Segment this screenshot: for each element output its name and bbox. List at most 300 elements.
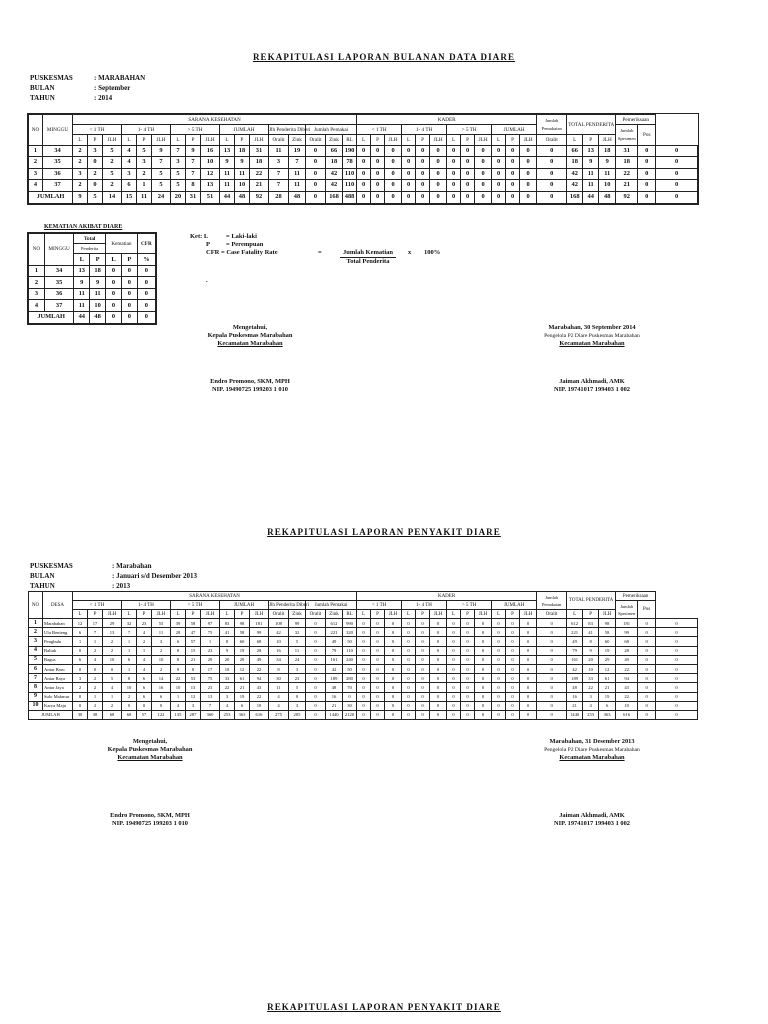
subhdr-l: L <box>122 135 137 145</box>
sign-name: Jaiman Akhmadi, AMK <box>559 812 625 819</box>
table-cell: 42 <box>567 180 583 192</box>
table-cell: 9 <box>235 157 250 169</box>
table-row <box>29 683 698 692</box>
table-cell: 11 <box>289 646 306 655</box>
info-value: : September <box>94 84 131 92</box>
table-cell: 0 <box>506 655 520 664</box>
table-cell: 68 <box>616 637 638 646</box>
table-cell: 0 <box>447 637 461 646</box>
table-cell: 24 <box>289 655 306 664</box>
table-cell: 0 <box>306 692 326 701</box>
table-cell: 0 <box>537 619 567 628</box>
table-cell: 2 <box>73 145 88 157</box>
hdr-jumlah-pemakai: Jumlah Pemakai <box>306 601 357 610</box>
subhdr-zink: Zink <box>326 135 343 145</box>
table-cell: 94 <box>250 674 269 683</box>
table-cell: 0 <box>402 145 416 157</box>
table-cell: 1 <box>88 692 103 701</box>
table-cell: 0 <box>371 637 385 646</box>
table-cell: 79 <box>326 646 343 655</box>
table-cell: 3 <box>29 637 43 646</box>
table-cell: 0 <box>371 655 385 664</box>
table-cell: 0 <box>416 674 430 683</box>
total-cell: 44 <box>220 191 235 203</box>
table-cell: 0 <box>306 655 326 664</box>
table-cell: 23 <box>289 674 306 683</box>
table-cell: 0 <box>638 664 656 673</box>
table-cell: 0 <box>447 692 461 701</box>
table-cell: 28 <box>171 628 186 637</box>
hdr-total-penderita: TOTAL PENDERITA <box>567 592 616 610</box>
info-value: : 2013 <box>112 582 131 590</box>
table-cell: 0 <box>306 701 326 710</box>
hdr-pct: % <box>137 254 155 266</box>
table-cell: 11 <box>74 288 90 300</box>
total-cell: 0 <box>638 191 656 203</box>
table-cell: 1 <box>29 265 45 277</box>
sign-kecamatan: Kecamatan Marabahan <box>559 340 625 347</box>
table-cell: 4 <box>122 145 137 157</box>
table-cell: 0 <box>461 628 475 637</box>
table-cell: 0 <box>306 168 326 180</box>
subhdr-l: L <box>447 135 461 145</box>
table-cell: 0 <box>461 180 475 192</box>
table-cell: 0 <box>430 692 447 701</box>
table-cell: 2 <box>88 168 103 180</box>
table-cell: 0 <box>357 628 371 637</box>
table-cell: 0 <box>137 288 155 300</box>
table-cell: 8 <box>186 664 201 673</box>
table-cell: 14 <box>152 674 171 683</box>
table-cell: 8 <box>171 646 186 655</box>
hdr-kader-1-4: 1- 4 TH <box>402 125 447 135</box>
table-cell: 0 <box>416 646 430 655</box>
table-cell: 8 <box>186 180 201 192</box>
subhdr-p: P <box>583 135 599 145</box>
total-cell: 0 <box>506 710 520 719</box>
table-cell: 16 <box>567 692 583 701</box>
table-cell: 22 <box>250 692 269 701</box>
hdr-p: P <box>121 254 137 266</box>
table-cell: 0 <box>88 664 103 673</box>
table-cell: 8 <box>122 674 137 683</box>
hdr-pemeriksaan: Pemeriksaan <box>616 592 656 601</box>
sign-mengetahui: Mengetahui, <box>232 324 268 331</box>
sign-kepala: Kepala Puskesmas Marabahan <box>207 332 293 339</box>
total-cell: 0 <box>402 191 416 203</box>
total-cell: 24 <box>152 191 171 203</box>
total-label: JUMLAH <box>29 710 73 719</box>
hdr-kader-gt5: > 5 TH <box>447 125 492 135</box>
sign-kecamatan: Kecamatan Marabahan <box>559 754 625 761</box>
table-cell: 42 <box>326 168 343 180</box>
table-cell: 0 <box>461 157 475 169</box>
table-cell: 4 <box>583 701 599 710</box>
total-cell: 205 <box>289 710 306 719</box>
table-cell: 0 <box>416 701 430 710</box>
table-cell: 0 <box>461 637 475 646</box>
table-cell: 6 <box>152 692 171 701</box>
table-cell: 0 <box>385 664 402 673</box>
table-cell: 3 <box>186 701 201 710</box>
subhdr-p: P <box>88 610 103 619</box>
total-cell: 1440 <box>567 710 583 719</box>
table-cell: 0 <box>106 265 122 277</box>
table-cell: 0 <box>537 664 567 673</box>
hdr-pos: Pos <box>638 601 656 619</box>
table-cell: 0 <box>122 701 137 710</box>
table-cell: 0 <box>475 692 492 701</box>
total-row <box>29 311 156 323</box>
total-cell: 0 <box>447 710 461 719</box>
total-cell: 0 <box>656 191 698 203</box>
table-cell: 0 <box>357 674 371 683</box>
sign1-right <box>512 324 672 394</box>
subhdr-l: L <box>171 135 186 145</box>
subhdr-l: L <box>122 610 137 619</box>
table-cell: 2 <box>152 664 171 673</box>
table-cell: 1 <box>201 637 220 646</box>
table-cell: 5 <box>29 655 43 664</box>
table-cell: 0 <box>520 674 537 683</box>
sign-name: Endro Promono, SKM, MPH <box>110 812 190 819</box>
table-cell: 0 <box>385 145 402 157</box>
subhdr-jlh: JLH <box>520 610 537 619</box>
table-cell: 50 <box>343 637 357 646</box>
table-cell: 0 <box>447 628 461 637</box>
table-cell: 0 <box>402 701 416 710</box>
table-cell: 0 <box>402 180 416 192</box>
table-cell: 0 <box>357 692 371 701</box>
table-cell: 34 <box>269 655 289 664</box>
table-cell: 0 <box>343 692 357 701</box>
subhdr-oralit: Oralit <box>269 135 289 145</box>
table-cell: 0 <box>385 637 402 646</box>
table-cell: 18 <box>235 145 250 157</box>
total-cell: 31 <box>186 191 201 203</box>
col-no: NO <box>29 115 43 146</box>
hdr-jumlah-pemakaian: Jumlah Pemakaian <box>537 115 567 135</box>
hdr-kader-jumlah: JUMLAH <box>492 601 537 610</box>
table-cell: 99 <box>250 628 269 637</box>
table-cell: 0 <box>137 265 155 277</box>
table-cell: 0 <box>447 701 461 710</box>
table-cell: 7 <box>269 168 289 180</box>
table-cell: 32 <box>289 628 306 637</box>
report1-title: REKAPITULASI LAPORAN BULANAN DATA DIARE <box>252 52 516 62</box>
table-cell: 0 <box>371 628 385 637</box>
table-cell: 0 <box>385 692 402 701</box>
table-cell: 0 <box>492 683 506 692</box>
table-cell: 0 <box>447 157 461 169</box>
table-cell: 0 <box>492 646 506 655</box>
subhdr-l: L <box>73 610 88 619</box>
table-cell: 0 <box>475 619 492 628</box>
hdr-kader-gt5: > 5 TH <box>447 601 492 610</box>
table-cell: 11 <box>220 168 235 180</box>
subhdr-jlh: JLH <box>152 135 171 145</box>
subhdr-l: L <box>567 610 583 619</box>
table-cell: 10 <box>616 701 638 710</box>
table-cell: 2 <box>137 637 152 646</box>
table-cell: 0 <box>638 646 656 655</box>
table-cell: 11 <box>269 145 289 157</box>
subhdr-jlh: JLH <box>599 135 616 145</box>
table-cell: 2 <box>122 692 137 701</box>
table-cell: 18 <box>90 265 106 277</box>
total-cell: 0 <box>106 311 122 323</box>
table-cell: 1 <box>122 646 137 655</box>
sign-kecamatan: Kecamatan Marabahan <box>217 340 283 347</box>
table-cell: 18 <box>616 157 638 169</box>
table-cell: 49 <box>326 637 343 646</box>
table-cell: 0 <box>638 683 656 692</box>
table-cell: 66 <box>326 145 343 157</box>
report3-title: REKAPITULASI LAPORAN PENYAKIT DIARE <box>267 1002 501 1012</box>
table-cell: 6 <box>599 701 616 710</box>
table-cell: 10 <box>171 683 186 692</box>
hdr-1-4: 1- 4 TH <box>122 125 171 135</box>
table-cell: 0 <box>306 646 326 655</box>
table-cell: 55 <box>152 619 171 628</box>
table-cell: 0 <box>106 300 122 312</box>
sign2-right <box>512 738 672 828</box>
table-cell: 0 <box>402 619 416 628</box>
table-cell: 7 <box>88 628 103 637</box>
table-cell: 0 <box>461 145 475 157</box>
col-minggu: MINGGU <box>43 115 73 146</box>
table-cell: 0 <box>73 692 88 701</box>
subhdr-l: L <box>402 135 416 145</box>
table-cell: 0 <box>430 701 447 710</box>
sign-pengelola: Pengelola P2 Diare Puskesmas Marabahan <box>544 333 640 339</box>
table-cell: 3 <box>269 157 289 169</box>
table-row <box>29 655 698 664</box>
table-cell: 0 <box>638 637 656 646</box>
hdr-sarana: SARANA KESEHATAN <box>73 592 357 601</box>
table-row <box>29 168 698 180</box>
hdr-sarana: SARANA KESEHATAN <box>73 115 357 125</box>
table-cell: 10 <box>201 157 220 169</box>
table-cell: 53 <box>186 674 201 683</box>
col-desa: DESA <box>43 592 73 619</box>
subhdr-jlh: JLH <box>201 610 220 619</box>
info-label: TAHUN <box>30 94 55 102</box>
table-cell: 10 <box>235 180 250 192</box>
table-cell: 5 <box>171 168 186 180</box>
table-cell: 0 <box>537 692 567 701</box>
table-cell: 0 <box>385 619 402 628</box>
table-cell: 0 <box>520 646 537 655</box>
table-cell: 0 <box>492 157 506 169</box>
table-cell: Antar Baru <box>43 664 73 673</box>
table-cell: 3 <box>137 157 152 169</box>
total-cell: 616 <box>616 710 638 719</box>
hdr-l: L <box>106 254 122 266</box>
table-cell: 0 <box>656 674 698 683</box>
total-cell: 0 <box>385 710 402 719</box>
table-cell: 28 <box>616 646 638 655</box>
table-cell: 0 <box>475 646 492 655</box>
table-cell: 68 <box>250 637 269 646</box>
table-cell: 83 <box>220 619 235 628</box>
table-cell: 11 <box>583 168 599 180</box>
total-cell: 0 <box>121 311 137 323</box>
table-cell: 6 <box>137 674 152 683</box>
table-cell: 0 <box>430 168 447 180</box>
total-cell: 48 <box>289 191 306 203</box>
total-cell: 30 <box>73 710 88 719</box>
table-cell: 6 <box>73 655 88 664</box>
table-cell: 0 <box>137 300 155 312</box>
table-cell: 0 <box>520 180 537 192</box>
table-cell: 16 <box>152 683 171 692</box>
table-cell: 19 <box>235 692 250 701</box>
table-cell: 50 <box>343 664 357 673</box>
hdr-jlh-penderita-diberi: Jlh Penderita Diberi <box>269 125 306 135</box>
total-cell: 92 <box>250 191 269 203</box>
sign-kepala: Kepala Puskesmas Marabahan <box>107 746 193 753</box>
table-cell: 1 <box>88 637 103 646</box>
table-cell: 9 <box>171 664 186 673</box>
table-cell: 0 <box>461 664 475 673</box>
table-cell: 48 <box>567 683 583 692</box>
table-cell: 13 <box>103 628 122 637</box>
table-cell: 36 <box>44 288 73 300</box>
table-cell: 0 <box>520 168 537 180</box>
subhdr-p: P <box>461 610 475 619</box>
total-cell: 253 <box>220 710 235 719</box>
subhdr-l: L <box>73 135 88 145</box>
table-cell: 10 <box>103 655 122 664</box>
table-cell: 29 <box>599 655 616 664</box>
table-cell: 78 <box>343 157 357 169</box>
subhdr-p: P <box>371 135 385 145</box>
table-cell: 0 <box>447 646 461 655</box>
table-cell: 0 <box>461 655 475 664</box>
table-cell: 0 <box>152 701 171 710</box>
table-cell: 75 <box>201 674 220 683</box>
table-cell: 0 <box>656 180 698 192</box>
table-cell: 42 <box>326 180 343 192</box>
subhdr-oralit: Oralit <box>269 610 289 619</box>
table-cell: 11 <box>235 168 250 180</box>
subhdr-oralit: Oralit <box>306 610 326 619</box>
total-label: JUMLAH <box>29 191 73 203</box>
table-cell: 2 <box>88 683 103 692</box>
table-cell: 0 <box>289 692 306 701</box>
hdr-jlh-penderita-diberi: Jlh Penderita Diberi <box>269 602 309 608</box>
table-cell: 0 <box>461 646 475 655</box>
subhdr-jlh: JLH <box>475 135 492 145</box>
table-cell: 0 <box>492 619 506 628</box>
table-cell: 2 <box>103 637 122 646</box>
table-cell: Marabahan <box>43 619 73 628</box>
total-cell: 57 <box>137 710 152 719</box>
table-cell: 0 <box>416 683 430 692</box>
table-cell: 0 <box>461 619 475 628</box>
table-cell: 3 <box>73 168 88 180</box>
subhdr-jlh: JLH <box>430 610 447 619</box>
table-cell: 13 <box>201 692 220 701</box>
total-cell: 51 <box>201 191 220 203</box>
table-cell: 0 <box>416 628 430 637</box>
table-cell: 0 <box>371 664 385 673</box>
table-cell: 0 <box>416 157 430 169</box>
table-cell: 0 <box>475 674 492 683</box>
kematian-table <box>28 233 156 324</box>
table-cell: 0 <box>447 145 461 157</box>
table-cell: 2 <box>103 180 122 192</box>
table-cell: 4 <box>122 157 137 169</box>
table-cell: 36 <box>43 168 73 180</box>
table-cell: 9 <box>90 277 106 289</box>
table-cell: 2 <box>73 157 88 169</box>
table-cell: 0 <box>506 646 520 655</box>
total-cell: 0 <box>430 710 447 719</box>
table-cell: 49 <box>616 655 638 664</box>
total-cell: 275 <box>269 710 289 719</box>
table-cell: 1 <box>171 692 186 701</box>
table-cell: 0 <box>371 168 385 180</box>
cfr-eq: = <box>318 249 322 256</box>
table-cell: 0 <box>638 655 656 664</box>
table-cell: 79 <box>567 646 583 655</box>
table-cell: 17 <box>88 619 103 628</box>
p-label: P <box>206 241 210 248</box>
table-row <box>29 300 156 312</box>
table-cell: 0 <box>520 628 537 637</box>
hdr-kader-1-4: 1- 4 TH <box>402 601 447 610</box>
sign2-left <box>70 738 230 828</box>
table-cell: 0 <box>88 180 103 192</box>
total-cell: 135 <box>171 710 186 719</box>
table-cell: 1 <box>122 637 137 646</box>
total-cell: 14 <box>103 191 122 203</box>
table-cell: 12 <box>186 692 201 701</box>
total-cell: 92 <box>616 191 638 203</box>
col-no: NO <box>29 234 45 266</box>
subhdr-p: P <box>506 610 520 619</box>
table-cell: 60 <box>599 637 616 646</box>
table-cell: 11 <box>599 168 616 180</box>
subhdr-zink: Zink <box>326 610 343 619</box>
table-cell: 0 <box>357 168 371 180</box>
table-cell: 18 <box>250 157 269 169</box>
table-cell: 8 <box>583 637 599 646</box>
subhdr-jlh: JLH <box>520 135 537 145</box>
table-cell: 0 <box>357 180 371 192</box>
hdr-penderita: Penderita <box>74 244 106 254</box>
table-cell: 0 <box>447 619 461 628</box>
subhdr-oralit: Oralit <box>537 135 567 145</box>
table-cell: 0 <box>475 637 492 646</box>
report2-table <box>28 591 698 720</box>
sign-name: Endro Promono, SKM, MPH <box>210 378 290 385</box>
table-cell: 0 <box>402 646 416 655</box>
table-cell: 2 <box>73 683 88 692</box>
table-cell: 0 <box>416 655 430 664</box>
table-cell: 31 <box>616 145 638 157</box>
table-cell: 33 <box>220 674 235 683</box>
total-cell: 0 <box>461 710 475 719</box>
cfr-numerator: Jumlah Kematian <box>340 249 396 258</box>
subhdr-p: P <box>506 135 520 145</box>
table-cell: 0 <box>537 674 567 683</box>
table-cell: 19 <box>289 145 306 157</box>
table-cell: 0 <box>306 674 326 683</box>
subhdr-jlh: JLH <box>430 135 447 145</box>
